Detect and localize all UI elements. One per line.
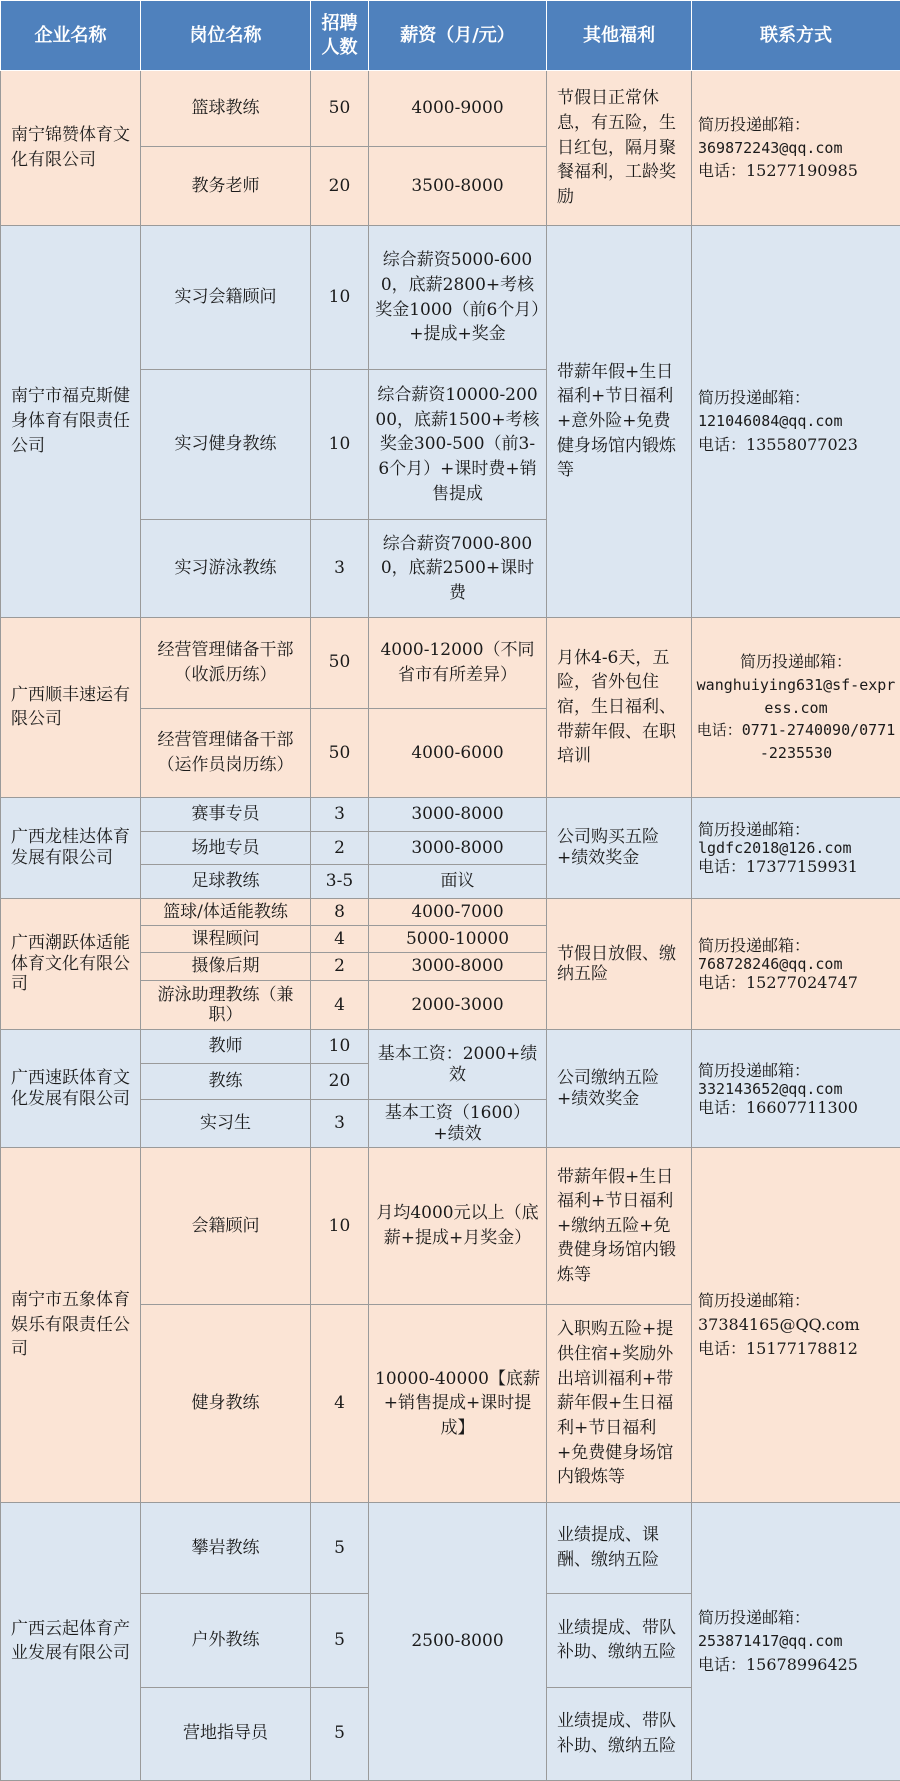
- table-row: [1, 1030, 900, 1063]
- position-name: 实习健身教练: [141, 370, 311, 520]
- contact-info: [692, 798, 900, 898]
- contact-label: 简历投递邮箱：: [698, 388, 811, 408]
- salary: 5000-10000: [369, 925, 547, 952]
- hire-count: 2: [311, 831, 369, 864]
- hire-count: 3: [311, 798, 369, 831]
- contact-email[interactable]: lgdfc2018@126.com: [698, 838, 852, 857]
- contact-info: [692, 1502, 900, 1780]
- salary: 2000-3000: [369, 980, 547, 1030]
- benefits: 业绩提成、课酬、缴纳五险: [547, 1502, 692, 1593]
- position-name: 游泳助理教练（兼职）: [141, 980, 311, 1030]
- contact-label: 简历投递邮箱：: [698, 819, 811, 839]
- hire-count: 4: [311, 925, 369, 952]
- hire-count: 4: [311, 1305, 369, 1503]
- salary: 综合薪资7000-8000，底薪2500+课时费: [369, 520, 547, 617]
- contact-phone: 电话：15678996425: [698, 1654, 858, 1674]
- hire-count: 20: [311, 1063, 369, 1100]
- position-name: 篮球/体适能教练: [141, 898, 311, 925]
- header-position: 岗位名称: [141, 1, 311, 71]
- benefits: 带薪年假+生日福利+节日福利+缴纳五险+免费健身场馆内锻炼等: [547, 1148, 692, 1305]
- salary: 3000-8000: [369, 831, 547, 864]
- table-row: [1, 226, 900, 370]
- table-row: [1, 898, 900, 925]
- contact-phone: 电话：13558077023: [698, 434, 858, 454]
- hire-count: 5: [311, 1687, 369, 1780]
- hire-count: 5: [311, 1594, 369, 1687]
- hire-count: 50: [311, 71, 369, 147]
- salary: 4000-7000: [369, 898, 547, 925]
- benefits: 节假日放假、缴纳五险: [547, 898, 692, 1030]
- contact-phone: 电话：0771-2740090/0771-2235530: [696, 721, 896, 762]
- contact-phone: 电话：15277190985: [698, 161, 858, 181]
- hire-count: 2: [311, 953, 369, 980]
- contact-phone: 电话：15177178812: [698, 1338, 858, 1358]
- position-name: 健身教练: [141, 1305, 311, 1503]
- salary: 3000-8000: [369, 798, 547, 831]
- benefits: 业绩提成、带队补助、缴纳五险: [547, 1594, 692, 1687]
- contact-email[interactable]: 332143652@qq.com: [698, 1079, 843, 1098]
- contact-label: 简历投递邮箱：: [698, 114, 811, 134]
- company-name: 广西速跃体育文化发展有限公司: [1, 1030, 141, 1148]
- benefits: 带薪年假+生日福利+节日福利+意外险+免费健身场馆内锻炼等: [547, 226, 692, 617]
- contact-info: [692, 1030, 900, 1148]
- header-salary: 薪资（月/元）: [369, 1, 547, 71]
- hire-count: 10: [311, 1148, 369, 1305]
- position-name: 篮球教练: [141, 71, 311, 147]
- table-row: [1, 798, 900, 831]
- contact-email[interactable]: 253871417@qq.com: [698, 1632, 843, 1651]
- salary: 月均4000元以上（底薪+提成+月奖金）: [369, 1148, 547, 1305]
- position-name: 会籍顾问: [141, 1148, 311, 1305]
- position-name: 经营管理储备干部（收派历练）: [141, 617, 311, 708]
- contact-label: 简历投递邮箱：: [698, 1290, 811, 1310]
- salary: 2500-8000: [369, 1502, 547, 1780]
- hire-count: 10: [311, 1030, 369, 1063]
- position-name: 教师: [141, 1030, 311, 1063]
- company-name: 广西云起体育产业发展有限公司: [1, 1502, 141, 1780]
- hire-count: 50: [311, 617, 369, 708]
- contact-email[interactable]: 768728246@qq.com: [698, 954, 843, 973]
- company-name: 广西潮跃体适能体育文化有限公司: [1, 898, 141, 1030]
- position-name: 户外教练: [141, 1594, 311, 1687]
- hire-count: 3: [311, 520, 369, 617]
- hire-count: 3-5: [311, 865, 369, 898]
- contact-email[interactable]: 369872243@qq.com: [698, 138, 843, 157]
- table-row: [1, 71, 900, 147]
- contact-label: 简历投递邮箱：: [698, 1608, 811, 1628]
- salary: 4000-12000（不同省市有所差异）: [369, 617, 547, 708]
- hire-count: 4: [311, 980, 369, 1030]
- position-name: 场地专员: [141, 831, 311, 864]
- header-contact: 联系方式: [692, 1, 900, 71]
- hire-count: 20: [311, 147, 369, 226]
- contact-label: 简历投递邮箱：: [739, 652, 852, 672]
- position-name: 摄像后期: [141, 953, 311, 980]
- salary: 面议: [369, 865, 547, 898]
- contact-label: 简历投递邮箱：: [698, 1060, 811, 1080]
- contact-info: [692, 1148, 900, 1503]
- header-count: 招聘人数: [311, 1, 369, 71]
- hire-count: 10: [311, 370, 369, 520]
- contact-email[interactable]: wanghuiying631@sf-express.com: [696, 676, 896, 717]
- salary: 3000-8000: [369, 953, 547, 980]
- contact-phone: 电话：15277024747: [698, 972, 858, 992]
- contact-info: [692, 71, 900, 226]
- hire-count: 50: [311, 708, 369, 797]
- company-name: 广西顺丰速运有限公司: [1, 617, 141, 798]
- salary: 3500-8000: [369, 147, 547, 226]
- position-name: 实习会籍顾问: [141, 226, 311, 370]
- contact-phone: 电话：16607711300: [698, 1097, 858, 1117]
- hire-count: 5: [311, 1502, 369, 1593]
- table-row: [1, 617, 900, 708]
- company-name: 南宁市福克斯健身体育有限责任公司: [1, 226, 141, 617]
- header-company: 企业名称: [1, 1, 141, 71]
- position-name: 教练: [141, 1063, 311, 1100]
- contact-info: [692, 226, 900, 617]
- hire-count: 8: [311, 898, 369, 925]
- position-name: 足球教练: [141, 865, 311, 898]
- contact-email[interactable]: 37384165@QQ.com: [698, 1314, 860, 1334]
- salary: 基本工资（1600）+绩效: [369, 1100, 547, 1148]
- table-row: [1, 1502, 900, 1593]
- hire-count: 10: [311, 226, 369, 370]
- table-row: [1, 1148, 900, 1305]
- position-name: 实习游泳教练: [141, 520, 311, 617]
- position-name: 攀岩教练: [141, 1502, 311, 1593]
- benefits: 月休4-6天，五险，省外包住宿，生日福利、带薪年假、在职培训: [547, 617, 692, 798]
- header-benefits: 其他福利: [547, 1, 692, 71]
- benefits: 节假日正常休息，有五险，生日红包，隔月聚餐福利，工龄奖励: [547, 71, 692, 226]
- contact-label: 简历投递邮箱：: [698, 935, 811, 955]
- salary: 4000-6000: [369, 708, 547, 797]
- hire-count: 3: [311, 1100, 369, 1148]
- position-name: 课程顾问: [141, 925, 311, 952]
- salary: 4000-9000: [369, 71, 547, 147]
- benefits: 公司缴纳五险+绩效奖金: [547, 1030, 692, 1148]
- contact-info: [692, 898, 900, 1030]
- position-name: 赛事专员: [141, 798, 311, 831]
- contact-phone: 电话：17377159931: [698, 856, 858, 876]
- position-name: 营地指导员: [141, 1687, 311, 1780]
- company-name: 南宁市五象体育娱乐有限责任公司: [1, 1148, 141, 1503]
- salary: 综合薪资10000-20000，底薪1500+考核奖金300-500（前3-6个月）+课时费+销售提成: [369, 370, 547, 520]
- position-name: 实习生: [141, 1100, 311, 1148]
- contact-email[interactable]: 121046084@qq.com: [698, 412, 843, 431]
- benefits: 入职购五险+提供住宿+奖励外出培训福利+带薪年假+生日福利+节日福利+免费健身场馆内锻炼等: [547, 1305, 692, 1503]
- benefits: 业绩提成、带队补助、缴纳五险: [547, 1687, 692, 1780]
- salary: 综合薪资5000-6000，底薪2800+考核奖金1000（前6个月）+提成+奖金: [369, 226, 547, 370]
- header-row: [1, 1, 900, 71]
- contact-info: [692, 617, 900, 798]
- benefits: 公司购买五险+绩效奖金: [547, 798, 692, 898]
- position-name: 教务老师: [141, 147, 311, 226]
- salary: 10000-40000【底薪+销售提成+课时提成】: [369, 1305, 547, 1503]
- salary: 基本工资：2000+绩效: [369, 1030, 547, 1100]
- company-name: 广西龙桂达体育发展有限公司: [1, 798, 141, 898]
- position-name: 经营管理储备干部（运作员岗历练）: [141, 708, 311, 797]
- company-name: 南宁锦赞体育文化有限公司: [1, 71, 141, 226]
